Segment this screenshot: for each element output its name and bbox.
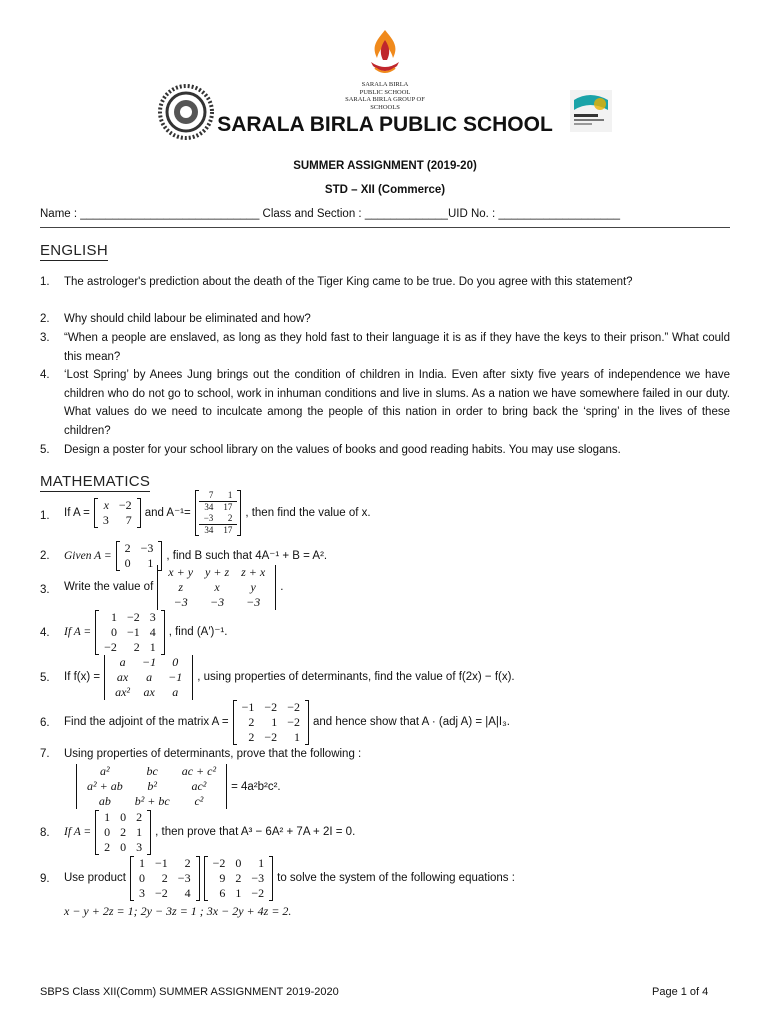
math-q9-equations: x − y + 2z = 1; 2y − 3z = 1 ; 3x − 2y + 4z = 2. (64, 904, 292, 918)
math-q4: 4. If A = 1 −2 3 0 −1 4 −2 2 1 , find (A′)⁻¹. (40, 610, 228, 654)
english-q3: 3. “When a people are enslaved, as long as they hold fast to their language it is as if they have the keys to their prison.” What could this mean? (40, 332, 730, 363)
math-q7-determinant: a² bc ac + c² a² + ab b² ac² ab b² + bc c² = 4a²b²c². (76, 764, 281, 809)
school-logo (340, 28, 430, 111)
english-q4: 4. ‘Lost Spring’ by Anees Jung brings out the condition of children in India. Even after sixty five years of independence we have children who do not go to school, work in inhuman conditions and live in slums. As a nation we have somewhere failed in our duty. What values do we need to inculcate among the people of this nation in order to bring back the ‘spring’ in the lives of these children? (40, 369, 730, 437)
math-q3: 3. Write the value of x + y y + z z + x z x y −3 −3 −3 . (40, 565, 284, 609)
name-class-uid-line: Name : ____________________________ Class and Section : _____________UID No. : ___________________ (40, 208, 620, 220)
math-q7: 7. Using properties of determinants, prove that the following : (40, 748, 362, 760)
math-q5: 5. If f(x) = a −1 0 ax a −1 ax² ax a , using properties of determinants, find the value of f(2x) − f(x). (40, 655, 515, 699)
flame-logo-icon (363, 28, 407, 78)
mathematics-heading: MATHEMATICS (40, 473, 151, 490)
assignment-title: SUMMER ASSIGNMENT (2019-20) (293, 160, 477, 172)
std-line: STD – XII (Commerce) (324, 184, 446, 196)
english-heading: ENGLISH (40, 242, 108, 259)
logo-line-3: SARALA BIRLA GROUP OF SCHOOLS (345, 96, 425, 111)
logo-line-2: PUBLIC SCHOOL (359, 88, 411, 96)
math-q6: 6. Find the adjoint of the matrix A = −1 −2 −2 2 1 −2 2 −2 1 and hence show that A · (adj A) = |A|I₃. (40, 700, 510, 744)
header-divider (40, 227, 730, 228)
english-q5: 5. Design a poster for your school library on the values of books and good reading habits. You may use slogans. (40, 444, 621, 456)
math-q9: 9. Use product 1 −1 2 0 2 −3 3 −2 4 −2 0 1 9 2 −3 6 1 −2 to solve the system of the following equations : (40, 856, 515, 900)
math-q2: 2. Given A = 2 −3 0 1 , find B such that 4A⁻¹ + B = A². (40, 541, 328, 570)
logo-line-1: SARALA BIRLA (361, 81, 409, 88)
math-q8: 8. If A = 1 0 2 0 2 1 2 0 3 , then prove that A³ − 6A² + 7A + 2I = 0. (40, 810, 356, 854)
math-q1: 1. If A = x −2 3 7 and A⁻¹= 7 1 34 17 −3 2 34 17 , then find the value of x. (40, 490, 371, 535)
footer-left: SBPS Class XII(Comm) SUMMER ASSIGNMENT 2019-2020 (40, 986, 339, 998)
school-name: SARALA BIRLA PUBLIC SCHOOL (217, 113, 553, 136)
english-q2: 2. Why should child labour be eliminated and how? (40, 313, 311, 325)
english-q1: 1. The astrologer's prediction about the death of the Tiger King came to be true. Do you agree with this statement? (40, 276, 633, 288)
footer-page-number: Page 1 of 4 (652, 986, 709, 998)
